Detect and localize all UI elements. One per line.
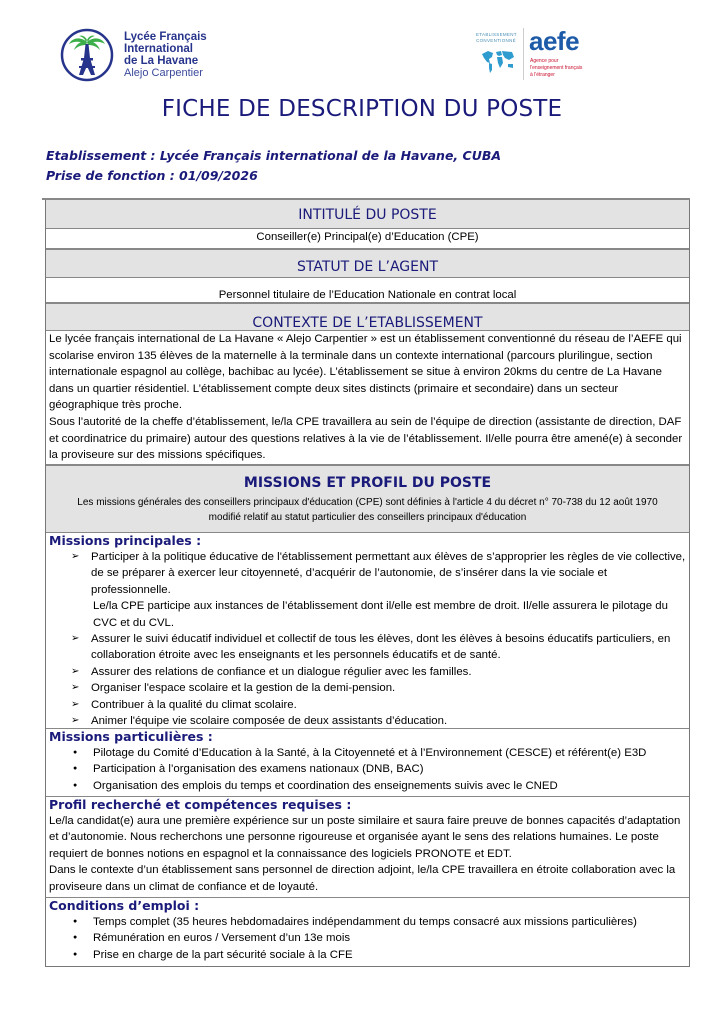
section-intitule xyxy=(45,200,690,248)
list-item xyxy=(69,680,686,696)
list-item xyxy=(69,761,686,777)
aefe-tagline-3: à l'étranger xyxy=(530,72,555,78)
school-name-line4: Alejo Carpentier xyxy=(124,67,203,79)
aefe-tagline-2: l'enseignement français xyxy=(530,65,583,71)
missions-particulieres-title: Missions particulières : xyxy=(49,729,213,744)
bullet-icon: ● xyxy=(73,918,78,925)
bullet-icon: ● xyxy=(73,749,78,756)
list-item-text: Participer à la politique éducative de l'établissement permettant aux élèves de s’approprier les règles de vie collective, de se préparer à exercer leur citoyenneté, d’acquérir de l’autonomie, de s’insérer dans la vie sociale et professionnelle. xyxy=(91,551,686,596)
context-paragraph-2: Sous l’autorité de la cheffe d’établissement, le/la CPE travaillera au sein de l’équipe de direction (assistante de direction, DAF et coordinatrice du primaire) autour des questions relatives à la vie de l’établissement. Il/elle pourra être amené(e) à seconder la proviseure sur des missions spécifiques. xyxy=(49,415,683,462)
context-text xyxy=(46,330,689,464)
agent-status-value: Personnel titulaire de l’Education Nationale en contrat local xyxy=(46,277,689,302)
missions-principales xyxy=(46,532,689,728)
section-statut xyxy=(45,248,690,302)
bullet-icon: ● xyxy=(73,934,78,942)
school-logo xyxy=(60,28,207,82)
arrow-bullet-icon: ➢ xyxy=(71,633,80,645)
missions-principales-title: Missions principales : xyxy=(49,533,202,548)
aefe-wordmark: aefe xyxy=(529,26,580,56)
school-name-line1: Lycée Français xyxy=(124,31,207,43)
list-item-text: Participation à l’organisation des examens nationaux (DNB, BAC) xyxy=(93,763,424,776)
arrow-bullet-icon: ➢ xyxy=(71,551,80,562)
missions-particulieres xyxy=(46,728,689,796)
page-title: FICHE DE DESCRIPTION DU POSTE xyxy=(161,96,563,122)
list-item xyxy=(69,745,686,761)
list-item-text: Rémunération en euros / Versement d’un 13e mois xyxy=(93,932,351,945)
section-heading: INTITULÉ DU POSTE xyxy=(46,200,689,228)
section-contexte xyxy=(45,302,690,464)
aefe-conventionne-label xyxy=(476,32,516,44)
list-item xyxy=(69,930,686,946)
aefe-divider xyxy=(523,28,524,80)
list-item xyxy=(69,631,686,664)
section-heading: MISSIONS ET PROFIL DU POSTE xyxy=(243,475,492,491)
missions-particulieres-list xyxy=(49,745,686,794)
list-item xyxy=(69,697,686,713)
list-item-text: Organiser l'espace scolaire et la gestion de la demi-pension. xyxy=(91,682,396,695)
missions-header xyxy=(46,464,689,532)
section-heading: CONTEXTE DE L’ETABLISSEMENT xyxy=(46,302,689,330)
list-item-extra: Le/la CPE participe aux instances de l’établissement dont il/elle est membre de droit. Il/elle assurera le pilotage du CVC et du CVL. xyxy=(93,600,668,629)
list-item-text: Prise en charge de la part sécurité sociale à la CFE xyxy=(93,948,353,961)
list-item-text: Temps complet (35 heures hebdomadaires indépendamment du temps consacré aux missions particulières) xyxy=(93,916,637,928)
conditions-emploi xyxy=(46,897,689,967)
aefe-small-label-1: ETABLISSEMENT xyxy=(476,32,517,37)
prise-de-fonction-line: Prise de fonction : 01/09/2026 xyxy=(46,168,258,183)
school-name xyxy=(124,31,207,79)
school-name-line2: International xyxy=(124,43,194,55)
list-item-text: Organisation des emplois du temps et coordination des enseignements suivis avec le CNED xyxy=(93,779,558,792)
list-item xyxy=(69,947,686,963)
job-title-value: Conseiller(e) Principal(e) d’Education (CPE) xyxy=(46,228,689,248)
missions-intro: Les missions générales des conseillers principaux d'éducation (CPE) sont définies à l'article 4 du décret n° 70-738 du 12 août 1970 modifié relatif au statut particulier des conseillers principaux d'éducation xyxy=(77,497,658,523)
list-item-text: Contribuer à la qualité du climat scolaire. xyxy=(91,698,297,711)
context-paragraph-1: Le lycée français international de La Havane « Alejo Carpentier » est un établissement conventionné du réseau de l’AEFE qui scolarise environ 135 élèves de la maternelle à la terminale dans un contexte international (parcours plurilingue, section internationale espagnol au collège, bachibac au lycée). L’établissement se situe à environ 20kms du centre de La Havane dans un quartier résidentiel. L’établissement compte deux sites distincts (primaire et secondaire) dans un secteur géographique très proche. xyxy=(49,333,682,412)
bullet-icon: ● xyxy=(73,950,78,958)
arrow-bullet-icon: ➢ xyxy=(71,715,80,727)
aefe-small-label-2: CONVENTIONNÉ xyxy=(476,38,516,43)
bullet-icon: ● xyxy=(73,765,78,773)
page-header xyxy=(0,24,724,90)
section-missions xyxy=(45,464,690,967)
section-heading: STATUT DE L’AGENT xyxy=(46,248,689,277)
arrow-bullet-icon: ➢ xyxy=(71,698,80,710)
list-item xyxy=(69,914,686,930)
eiffel-palm-icon xyxy=(60,28,114,82)
list-item xyxy=(69,713,686,729)
aefe-logo xyxy=(476,26,606,84)
list-item-text: Pilotage du Comité d’Education à la Santé, à la Citoyenneté et à l’Environnement (CESCE) et référent(e) E3D xyxy=(93,747,647,759)
profil-paragraph-1: Le/la candidat(e) aura une première expérience sur un poste similaire et saura faire preuve de bonnes capacités d’adaptation et d’autonomie. Nous recherchons une personne rigoureuse et organisée ayant le sens des relations humaines. Le poste requiert de bonnes notions en espagnol et la connaissance des logiciels PRONOTE et EDT. xyxy=(49,815,681,860)
profil-paragraph-2: Dans le contexte d’un établissement sans personnel de direction adjoint, le/la CPE travaillera en étroite collaboration avec la proviseure dans un climat de confiance et de loyauté. xyxy=(49,864,676,893)
profil-title: Profil recherché et compétences requises : xyxy=(49,797,352,812)
profil-recherche xyxy=(46,796,689,897)
school-name-line3: de La Havane xyxy=(124,55,199,67)
arrow-bullet-icon: ➢ xyxy=(71,665,80,677)
list-item xyxy=(69,549,686,631)
missions-principales-list xyxy=(49,549,686,729)
list-item xyxy=(69,778,686,794)
list-item-text: Animer l'équipe vie scolaire composée de deux assistants d’éducation. xyxy=(91,715,448,728)
job-meta xyxy=(46,146,501,186)
etablissement-line: Etablissement : Lycée Français international de la Havane, CUBA xyxy=(46,148,502,163)
list-item xyxy=(69,664,686,680)
conditions-list xyxy=(49,914,686,963)
conditions-title: Conditions d’emploi : xyxy=(49,898,200,913)
bullet-icon: ● xyxy=(73,781,78,789)
arrow-bullet-icon: ➢ xyxy=(71,682,80,694)
aefe-tagline-1: Agence pour xyxy=(530,58,559,64)
world-map-icon xyxy=(480,48,516,74)
list-item-text: Assurer le suivi éducatif individuel et collectif de tous les élèves, dont les élèves à besoins éducatifs particuliers, en collaboration étroite avec les enseignants et les personnels éducatifs et de santé. xyxy=(91,633,671,662)
list-item-text: Assurer des relations de confiance et un dialogue régulier avec les familles. xyxy=(91,665,472,678)
aefe-tagline xyxy=(530,58,582,79)
